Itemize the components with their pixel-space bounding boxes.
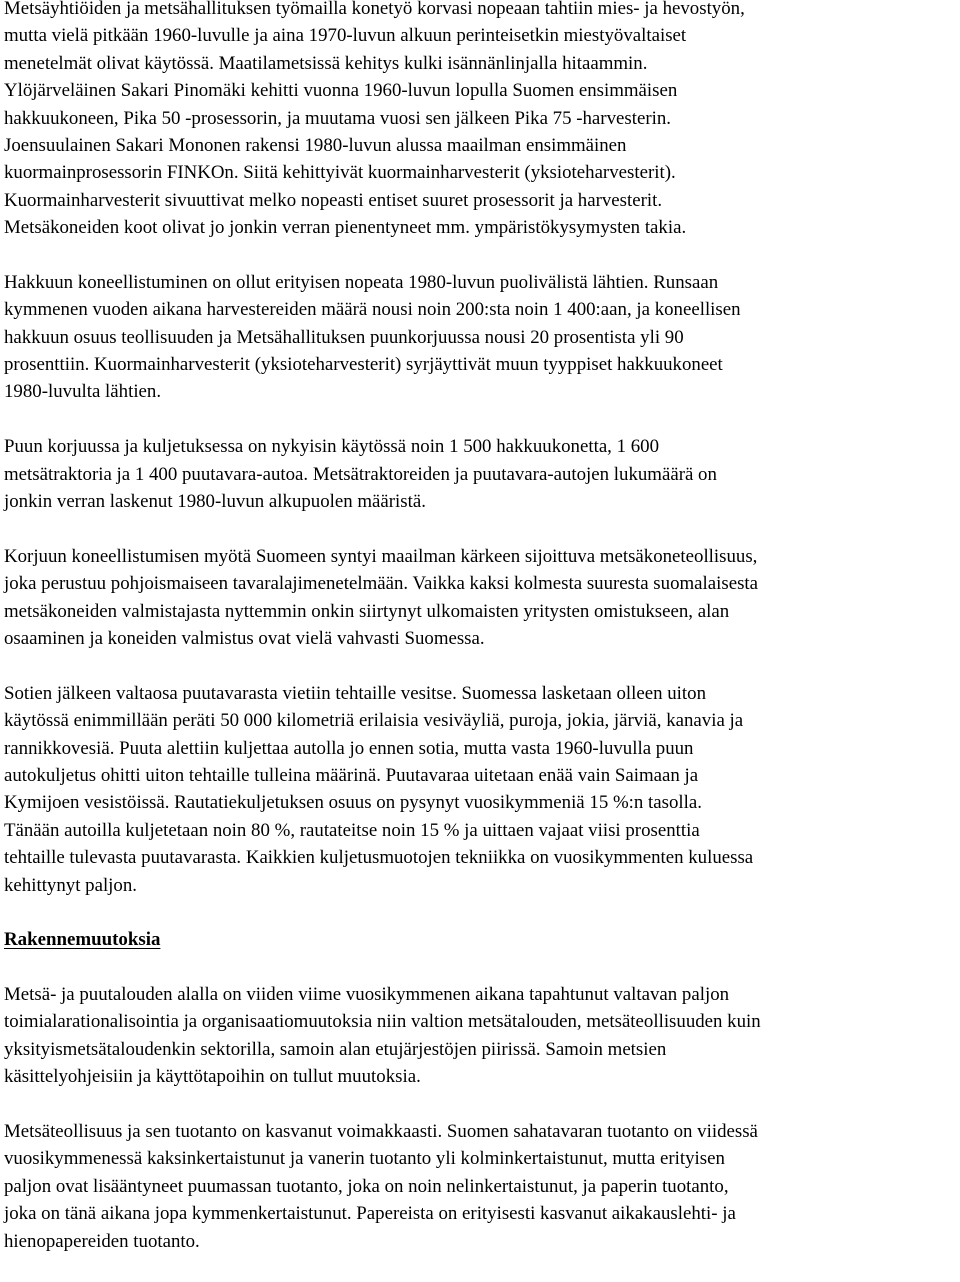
- text-line: hakkuukoneen, Pika 50 -prosessorin, ja muutama vuosi sen jälkeen Pika 75 -harvesterin.: [4, 107, 671, 129]
- text-line: käytössä enimmillään peräti 50 000 kilometriä erilaisia vesiväyliä, puroja, jokia, järviä, kanavia ja: [4, 710, 744, 732]
- paragraph: [4, 1118, 960, 1255]
- text-line: Metsäteollisuus ja sen tuotanto on kasvanut voimakkaasti. Suomen sahatavaran tuotanto on viidessä: [4, 1121, 758, 1143]
- text-line: metsätraktoria ja 1 400 puutavara-autoa. Metsätraktoreiden ja puutavara-autojen lukumäärä on: [4, 463, 717, 485]
- text-line: 1980-luvulta lähtien.: [4, 381, 162, 403]
- text-line: vuosikymmenessä kaksinkertaistunut ja vanerin tuotanto yli kolminkertaistunut, mutta erityisen: [4, 1148, 725, 1170]
- text-line: Metsäyhtiöiden ja metsähallituksen työmailla konetyö korvasi nopeaan tahtiin mies- ja hevostyön,: [4, 0, 745, 19]
- text-line: paljon ovat lisääntyneet puumassan tuotanto, joka on noin nelinkertaistunut, ja paperin tuotanto,: [4, 1175, 729, 1197]
- text-line: tehtaille tulevasta puutavarasta. Kaikkien kuljetusmuotojen tekniikka on vuosikymmenten kuluessa: [4, 847, 754, 869]
- section-heading: Rakennemuutoksia: [4, 929, 161, 951]
- paragraph: [4, 269, 960, 406]
- text-line: kuormainprosessorin FINKOn. Siitä kehittyivät kuormainharvesterit (yksioteharvesterit).: [4, 162, 676, 184]
- text-line: käsittelyohjeisiin ja käyttötapoihin on tullut muutoksia.: [4, 1066, 421, 1088]
- text-line: menetelmät olivat käytössä. Maatilametsissä kehitys kulki isännänlinjalla hitaammin.: [4, 52, 648, 74]
- text-line: joka perustuu pohjoismaiseen tavaralajimenetelmään. Vaikka kaksi kolmesta suuresta suomalaisesta: [4, 573, 759, 595]
- text-line: Metsä- ja puutalouden alalla on viiden viime vuosikymmenen aikana tapahtunut valtavan paljon: [4, 984, 730, 1006]
- text-line: toimialarationalisointia ja organisaatiomuutoksia niin valtion metsätalouden, metsäteollisuuden kuin: [4, 1011, 761, 1033]
- text-line: joka on tänä aikana jopa kymmenkertaistunut. Papereista on erityisesti kasvanut aikakauslehti- ja: [4, 1203, 736, 1225]
- text-line: autokuljetus ohitti uiton tehtaille tulleina määrinä. Puutavaraa uitetaan enää vain Saimaan ja: [4, 764, 699, 786]
- text-line: Korjuun koneellistumisen myötä Suomeen syntyi maailman kärkeen sijoittuva metsäkoneteollisuus,: [4, 545, 758, 567]
- text-line: hienopapereiden tuotanto.: [4, 1230, 200, 1252]
- paragraph: [4, 543, 960, 653]
- paragraph: [4, 680, 960, 899]
- text-line: Joensuulainen Sakari Mononen rakensi 1980-luvun alussa maailman ensimmäinen: [4, 134, 627, 156]
- text-line: metsäkoneiden valmistajasta nyttemmin onkin siirtynyt ulkomaisten yritysten omistukseen, alan: [4, 600, 730, 622]
- text-line: Metsäkoneiden koot olivat jo jonkin verran pienentyneet mm. ympäristökysymysten takia.: [4, 217, 687, 239]
- text-line: Puun korjuussa ja kuljetuksessa on nykyisin käytössä noin 1 500 hakkuukonetta, 1 600: [4, 436, 660, 458]
- text-line: Tänään autoilla kuljetetaan noin 80 %, rautateitse noin 15 % ja uittaen vajaat viisi prosenttia: [4, 819, 700, 841]
- text-line: rannikkovesiä. Puuta alettiin kuljettaa autolla jo ennen sotia, mutta vasta 1960-luvulla puun: [4, 737, 694, 759]
- text-line: yksityismetsätaloudenkin sektorilla, samoin alan etujärjestöjen piirissä. Samoin metsien: [4, 1038, 667, 1060]
- paragraph: [4, 981, 960, 1091]
- body-text-top: [4, 0, 960, 899]
- body-text-bottom: [4, 981, 960, 1255]
- paragraph: [4, 433, 960, 515]
- document-page: [4, 0, 960, 1282]
- text-line: Kymijoen vesistöissä. Rautatiekuljetuksen osuus on pysynyt vuosikymmeniä 15 %:n tasolla.: [4, 792, 702, 814]
- text-line: kymmenen vuoden aikana harvestereiden määrä nousi noin 200:sta noin 1 400:aan, ja koneellisen: [4, 299, 741, 321]
- text-line: prosenttiin. Kuormainharvesterit (yksioteharvesterit) syrjäyttivät muun tyyppiset hakkuukoneet: [4, 354, 723, 376]
- text-line: Ylöjärveläinen Sakari Pinomäki kehitti vuonna 1960-luvun lopulla Suomen ensimmäisen: [4, 80, 678, 102]
- text-line: hakkuun osuus teollisuuden ja Metsähallituksen puunkorjuussa nousi 20 prosentista yli 90: [4, 326, 684, 348]
- text-line: jonkin verran laskenut 1980-luvun alkupuolen määristä.: [4, 491, 426, 513]
- text-line: Hakkuun koneellistuminen on ollut erityisen nopeata 1980-luvun puolivälistä lähtien. Runsaan: [4, 271, 719, 293]
- text-line: osaaminen ja koneiden valmistus ovat vielä vahvasti Suomessa.: [4, 627, 485, 649]
- text-line: Sotien jälkeen valtaosa puutavarasta vietiin tehtaille vesitse. Suomessa lasketaan olleen uiton: [4, 682, 707, 704]
- text-line: mutta vielä pitkään 1960-luvulle ja aina 1970-luvun alkuun perinteisetkin miestyövaltaiset: [4, 25, 687, 47]
- text-line: kehittynyt paljon.: [4, 874, 138, 896]
- paragraph: [4, 0, 960, 242]
- text-line: Kuormainharvesterit sivuuttivat melko nopeasti entiset suuret prosessorit ja harvesterit.: [4, 189, 663, 211]
